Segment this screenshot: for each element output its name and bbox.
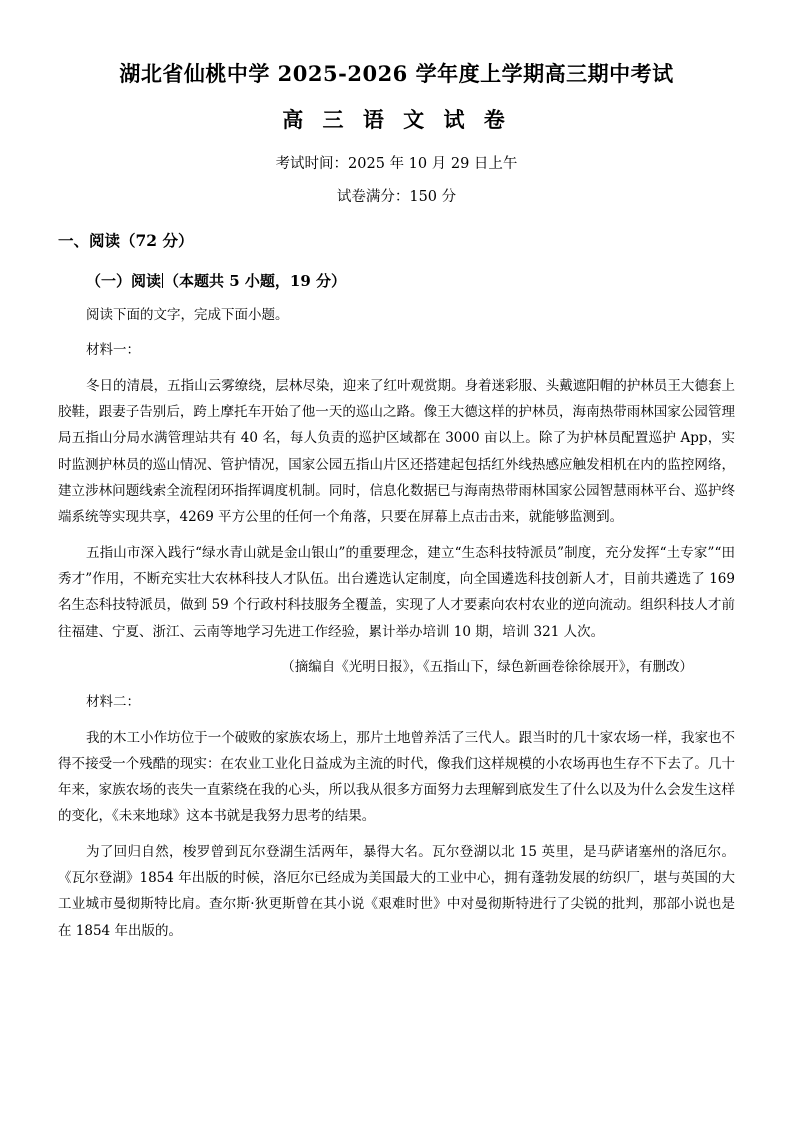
material-two-label: 材料二： [86, 694, 140, 711]
reading-instruction: 阅读下面的文字，完成下面小题。 [86, 307, 289, 324]
total-score: 试卷满分：150 分 [336, 189, 457, 206]
material-one-paragraph-2: 五指山市深入践行“绿水青山就是金山银山”的重要理念，建立“生态科技特派员”制度，充分发挥“土专家”“田秀才”作用，不断充实壮大农林科技人才队伍。出台遴选认定制度，向全国遴选科技创新人才，目前共遴选了 169 名生态科技特派员，做到 59 个行政村科技服务全覆盖，实现了人才要素向农村农业的逆向流动。组织科技人才前往福建、宁夏、浙江、云南等地学习先进工作经验，累计举办培训 10 期，培训 321 人次。 [58, 544, 735, 640]
page-subtitle: 高 三 语 文 试 卷 [282, 106, 511, 132]
material-two-paragraph-1: 我的木工小作坊位于一个破败的家族农场上，那片土地曾养活了三代人。跟当时的几十家农场一样，我家也不得不接受一个残酷的现实：在农业工业化日益成为主流的时代，像我们这样规模的小农场再也生存不下去了。几十年来，家族农场的丧失一直萦绕在我的心头，所以我从很多方面努力去理解到底发生了什么以及为什么会发生这样的变化，《未来地球》这本书就是我努力思考的结果。 [58, 729, 735, 825]
subsection-count: （本题共 5 小题，19 分） [164, 272, 346, 291]
page-title: 湖北省仙桃中学 2025-2026 学年度上学期高三期中考试 [119, 61, 674, 86]
exam-time: 考试时间：2025 年 10 月 29 日上午 [275, 156, 518, 172]
material-one-label: 材料一： [86, 342, 140, 359]
section-heading-reading: 一、阅读（72 分） [58, 231, 194, 251]
material-one-source: （摘编自《光明日报》，《五指山下，绿色新画卷徐徐展开》，有删改） [281, 658, 693, 675]
text-cursor-icon [162, 273, 163, 288]
subsection-label: （一）阅读 [86, 272, 162, 291]
material-two-paragraph-2: 为了回归自然，梭罗曾到瓦尔登湖生活两年，暴得大名。瓦尔登湖以北 15 英里，是马萨诸塞州的洛厄尔。《瓦尔登湖》1854 年出版的时候，洛厄尔已经成为美国最大的工业中心，拥有蓬勃发展的纺织厂，堪与英国的大工业城市曼彻斯特比肩。查尔斯·狄更斯曾在其小说《艰难时世》中对曼彻斯特进行了尖锐的批判，那部小说也是在 1854 年出版的。 [58, 843, 735, 939]
subsection-heading [58, 269, 735, 293]
material-one-paragraph-1: 冬日的清晨，五指山云雾缭绕，层林尽染，迎来了红叶观赏期。身着迷彩服、头戴遮阳帽的护林员王大德套上胶鞋，跟妻子告别后，跨上摩托车开始了他一天的巡山之路。像王大德这样的护林员，海南热带雨林国家公园管理局五指山分局水满管理站共有 40 名，每人负责的巡护区域都在 3000 亩以上。除了为护林员配置巡护 App，实时监测护林员的巡山情况、管护情况，国家公园五指山片区还搭建起包括红外线热感应触发相机在内的监控网络，建立涉林问题线索全流程闭环指挥调度机制。同时，信息化数据已与海南热带雨林国家公园智慧雨林平台、巡护终端系统等实现共享，4269 平方公里的任何一个角落，只要在屏幕上点击击来，就能够监测到。 [58, 377, 735, 526]
